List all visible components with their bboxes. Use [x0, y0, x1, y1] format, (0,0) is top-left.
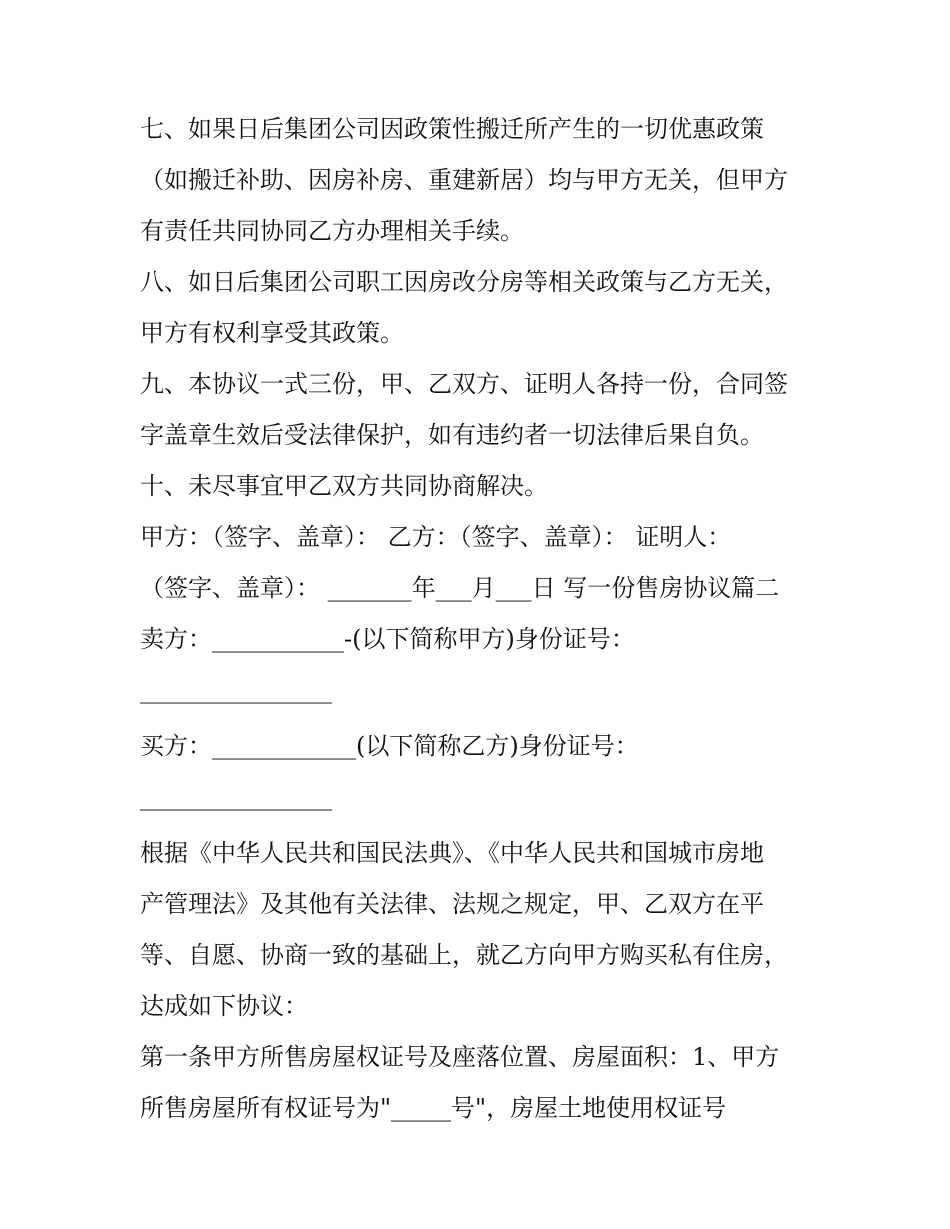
buyer-line: 买方：____________(以下简称乙方)身份证号：	[140, 732, 639, 760]
text-line: 有责任共同协同乙方办理相关手续。	[140, 217, 524, 245]
text-line: 达成如下协议：	[140, 992, 308, 1020]
buyer-id-blank: ________________	[140, 783, 332, 811]
text-line: 八、如日后集团公司职工因房改分房等相关政策与乙方无关，	[140, 268, 788, 296]
document-body	[140, 104, 820, 1134]
text-line: 九、本协议一式三份，甲、乙双方、证明人各持一份，合同签	[140, 370, 788, 398]
seller-line: 卖方：___________-(以下简称甲方)身份证号：	[140, 625, 635, 653]
signature-line: 甲方：（签字、盖章）： 乙方：（签字、盖章）： 证明人：	[140, 523, 732, 551]
text-line: 十、未尽事宜甲乙双方共同协商解决。	[140, 472, 548, 500]
text-line: 所售房屋所有权证号为"_____号"，房屋土地使用权证号	[140, 1094, 727, 1122]
text-line: 产管理法》及其他有关法律、法规之规定，甲、乙双方在平	[140, 890, 764, 918]
text-line: 字盖章生效后受法律保护，如有违约者一切法律后果自负。	[140, 421, 764, 449]
date-line: （签字、盖章）： _______年___月___日 写一份售房协议篇二	[140, 574, 780, 602]
seller-id-blank: ________________	[140, 676, 332, 704]
text-line: 根据《中华人民共和国民法典》、《中华人民共和国城市房地	[140, 839, 764, 867]
text-line: 甲方有权利享受其政策。	[140, 319, 404, 347]
text-line: 七、如果日后集团公司因政策性搬迁所产生的一切优惠政策	[140, 115, 764, 143]
text-line: 第一条甲方所售房屋权证号及座落位置、房屋面积：1、甲方	[140, 1043, 780, 1071]
text-line: （如搬迁补助、因房补房、重建新居）均与甲方无关，但甲方	[140, 166, 788, 194]
text-line: 等、自愿、协商一致的基础上，就乙方向甲方购买私有住房，	[140, 941, 788, 969]
